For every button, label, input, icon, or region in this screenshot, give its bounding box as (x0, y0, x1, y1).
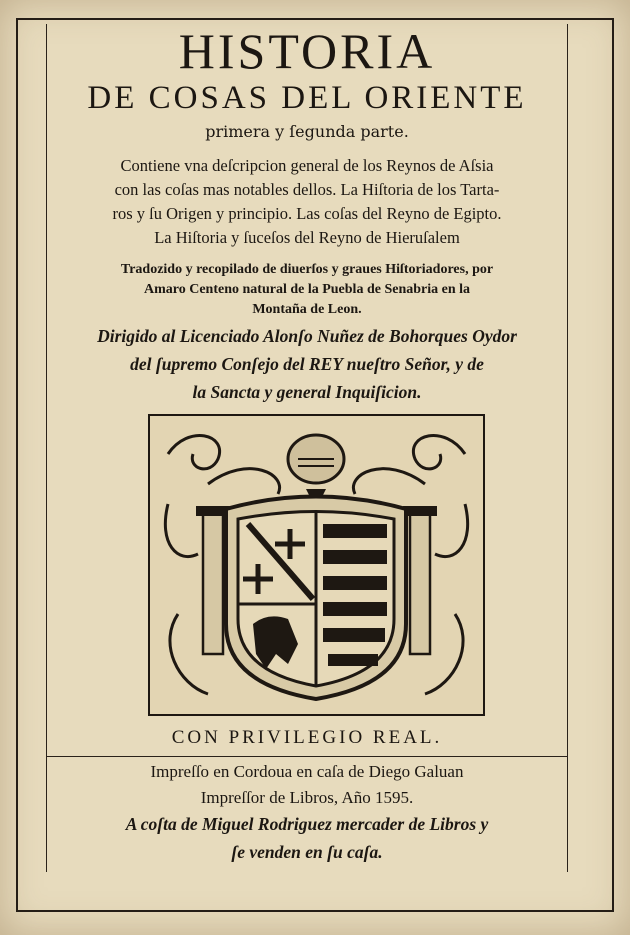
dedication-line: Dirigido al Licenciado Alonſo Nuñez de Bohorques Oydor (97, 326, 517, 346)
title-line-3: primera y ſegunda parte. (205, 122, 409, 141)
translator-line: Montaña de Leon. (252, 302, 362, 317)
title-line-1: HISTORIA (178, 23, 436, 79)
translator-line: Amaro Centeno natural de la Puebla de Senabria en la (143, 282, 471, 297)
description-line: Contiene vna deſcripcion general de los Reynos de Aſsia (120, 156, 494, 175)
title-line-2: DE COSAS DEL ORIENTE (87, 80, 527, 116)
description-line: La Hiſtoria y ſuceſos del Reyno de Hieruſalem (154, 228, 460, 247)
translator-line: Tradozido y recopilado de diuerſos y graues Hiſtoriadores, por (120, 262, 494, 277)
dedication-line: la Sancta y general Inquiſicion. (192, 382, 422, 402)
divider (46, 756, 568, 757)
imprint-line: Impreſſo en Cordoua en caſa de Diego Galuan (150, 762, 464, 781)
privilege-line: CON PRIVILEGIO REAL. (171, 727, 443, 748)
seller-line: ſe venden en ſu caſa. (231, 842, 383, 862)
dedication-line: del ſupremo Conſejo del REY nueſtro Señor, y de (130, 354, 484, 374)
seller-line: A coſta de Miguel Rodriguez mercader de Libros y (125, 814, 489, 834)
description-line: con las coſas mas notables dellos. La Hiſtoria de los Tarta- (114, 180, 500, 199)
description-line: ros y ſu Origen y principio. Las coſas del Reyno de Egipto. (112, 204, 502, 223)
coat-of-arms-icon (148, 414, 485, 716)
imprint-line: Impreſſor de Libros, Año 1595. (200, 788, 414, 807)
